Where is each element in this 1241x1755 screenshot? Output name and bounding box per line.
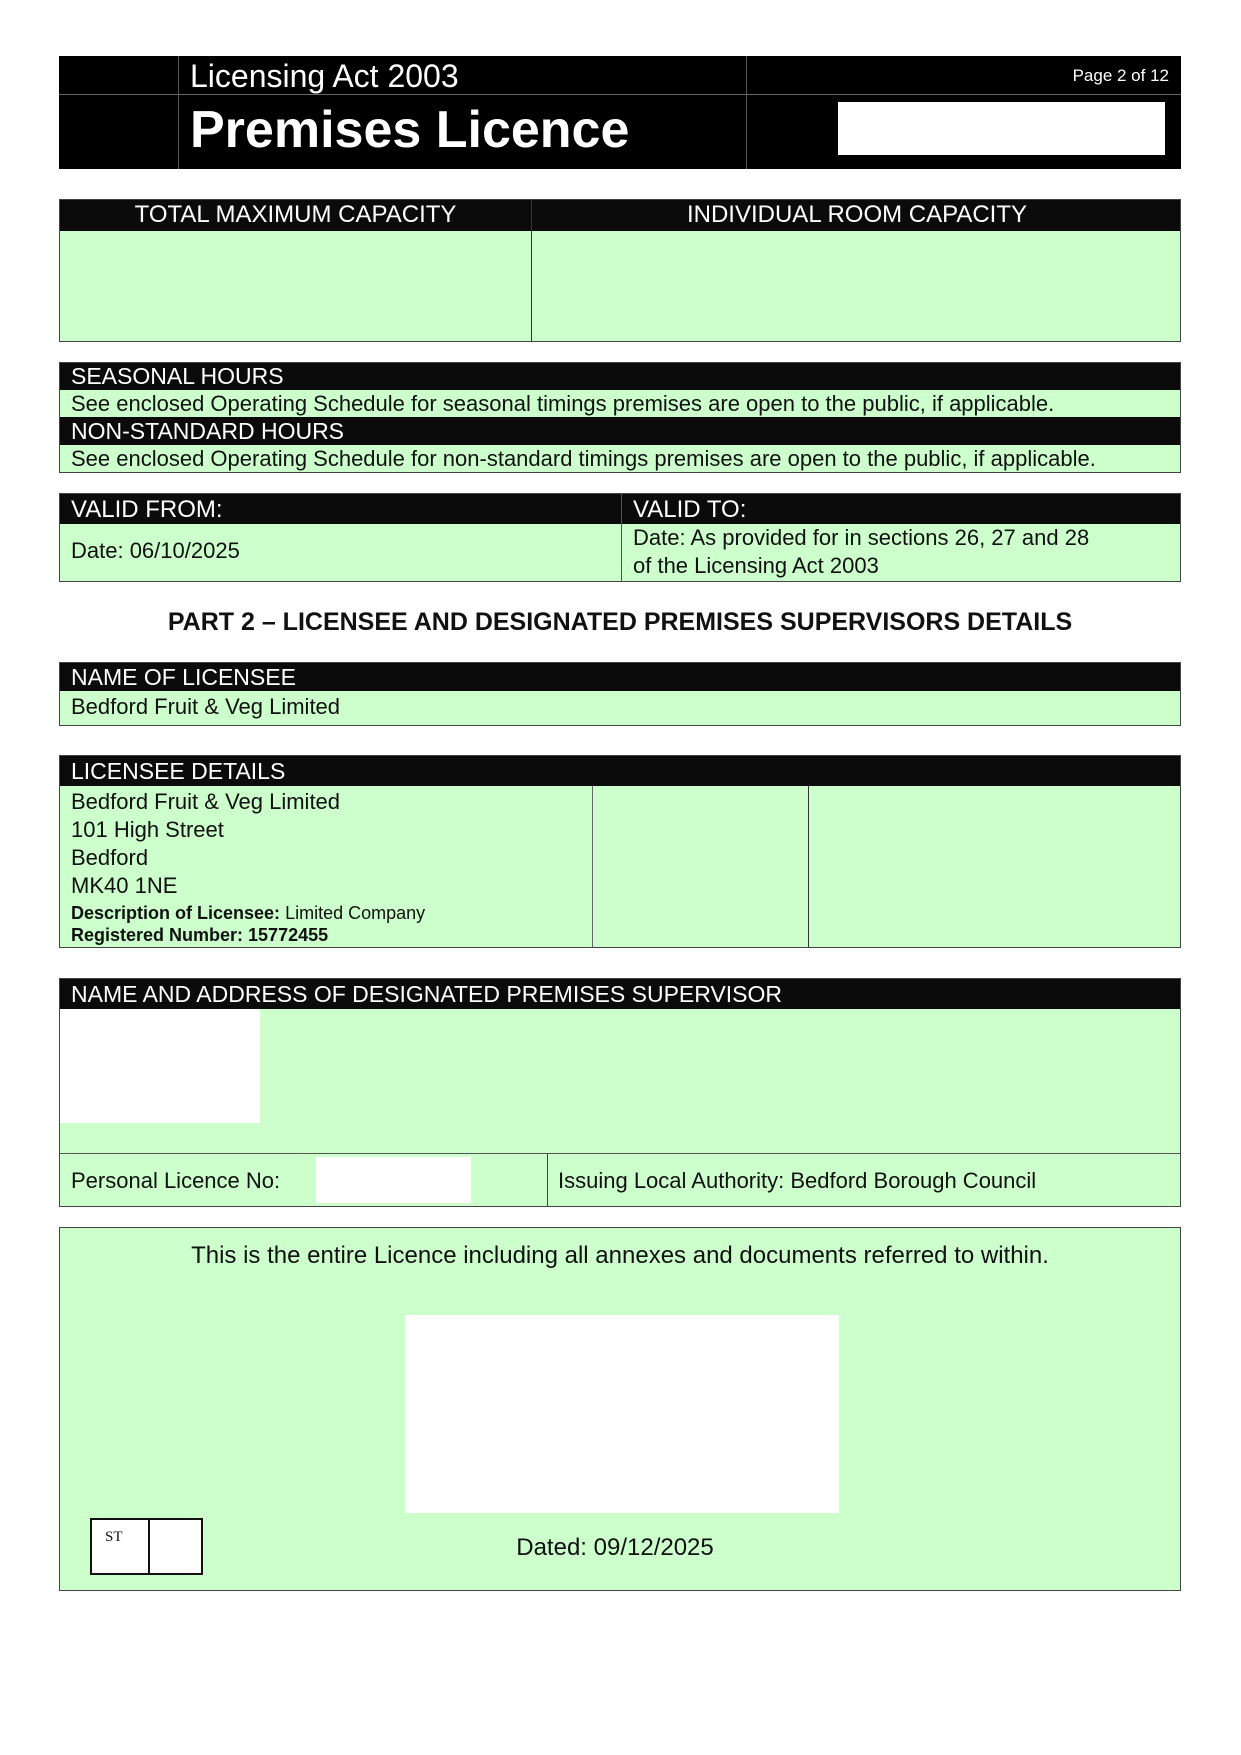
- act-title: Licensing Act 2003: [190, 58, 459, 94]
- licensee-name-section: [59, 662, 1181, 726]
- licensee-details-label: LICENSEE DETAILS: [60, 756, 1180, 786]
- valid-to-line-2: of the Licensing Act 2003: [633, 553, 879, 578]
- page-number: Page 2 of 12: [1072, 66, 1169, 85]
- validity-header-bar: [60, 494, 1180, 524]
- address-line: Bedford Fruit & Veg Limited: [71, 789, 341, 814]
- valid-from-value: Date: 06/10/2025: [71, 538, 240, 563]
- header-divider: [178, 56, 179, 169]
- stamp-initials: ST: [105, 1529, 123, 1545]
- address-line: 101 High Street: [71, 817, 224, 842]
- capacity-section: [59, 199, 1181, 342]
- licence-header: [59, 56, 1181, 169]
- validity-section: [59, 493, 1181, 582]
- header-divider: [746, 56, 747, 169]
- total-capacity-field[interactable]: [60, 231, 531, 342]
- dps-label: NAME AND ADDRESS OF DESIGNATED PREMISES SUPERVISOR: [60, 979, 1180, 1009]
- address-line: MK40 1NE: [71, 873, 178, 898]
- licence-footer: [59, 1227, 1181, 1591]
- nonstandard-hours-label: NON-STANDARD HOURS: [60, 417, 1180, 445]
- dps-column-divider: [547, 1153, 548, 1207]
- seasonal-hours-text: See enclosed Operating Schedule for seasonal timings premises are open to the public, if applicable.: [71, 391, 1055, 416]
- valid-to-line-1: Date: As provided for in sections 26, 27 and 28: [633, 525, 1090, 550]
- valid-from-label: VALID FROM:: [71, 496, 223, 523]
- part2-heading: PART 2 – LICENSEE AND DESIGNATED PREMISES SUPERVISORS DETAILS: [167, 608, 1073, 636]
- licensee-name-label: NAME OF LICENSEE: [60, 663, 1180, 691]
- seasonal-hours-label: SEASONAL HOURS: [60, 363, 1180, 390]
- redacted-signature: [405, 1315, 839, 1513]
- dps-section: [59, 978, 1181, 1207]
- page-title: Premises Licence: [190, 101, 630, 159]
- dated-value: Dated: 09/12/2025: [516, 1534, 714, 1561]
- licensee-details-section: [59, 755, 1181, 948]
- entire-licence-statement: This is the entire Licence including all annexes and documents referred to within.: [191, 1242, 1049, 1269]
- valid-to-label: VALID TO:: [633, 496, 747, 523]
- description-value: Limited Company: [280, 903, 426, 923]
- personal-licence-label: Personal Licence No:: [71, 1168, 281, 1193]
- stamp-divider: [148, 1520, 150, 1573]
- description-label: Description of Licensee:: [71, 903, 281, 923]
- issuing-authority: Issuing Local Authority: Bedford Borough Council: [558, 1168, 1037, 1193]
- redacted-licence-number: [838, 102, 1165, 155]
- individual-capacity-field[interactable]: [532, 231, 1180, 342]
- hours-section: [59, 362, 1181, 473]
- capacity-header-bar: [60, 200, 1180, 231]
- individual-capacity-label: INDIVIDUAL ROOM CAPACITY: [686, 201, 1028, 228]
- redacted-personal-licence-number: [316, 1157, 471, 1203]
- details-divider: [808, 786, 809, 947]
- validity-divider: [621, 494, 622, 581]
- registered-number: Registered Number: 15772455: [71, 925, 329, 945]
- licensee-description: [71, 902, 425, 924]
- stamp-box: [90, 1518, 203, 1575]
- dps-row-divider: [60, 1153, 1180, 1154]
- total-capacity-label: TOTAL MAXIMUM CAPACITY: [134, 201, 457, 228]
- address-line: Bedford: [71, 845, 149, 870]
- licensee-name-value: Bedford Fruit & Veg Limited: [71, 694, 341, 719]
- details-divider: [592, 786, 593, 947]
- redacted-dps-name: [60, 1009, 260, 1123]
- nonstandard-hours-text: See enclosed Operating Schedule for non-standard timings premises are open to the public, if applicable.: [71, 446, 1096, 471]
